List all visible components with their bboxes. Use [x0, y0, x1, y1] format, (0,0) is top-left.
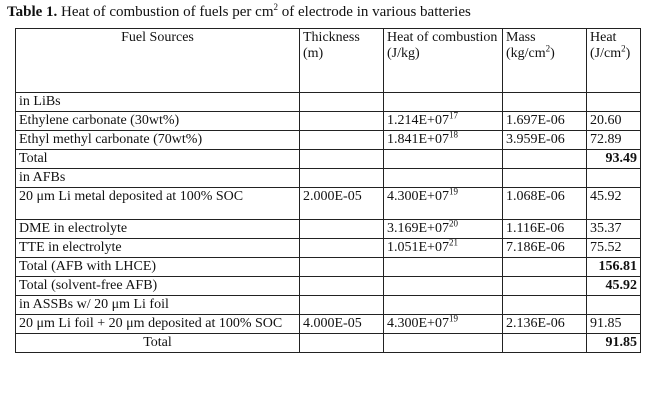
row-li-foil-heat-cell: [384, 315, 503, 334]
row-tte-heat: 1.051E+07: [387, 240, 449, 255]
row-li-metal-ref: 19: [448, 186, 458, 197]
row-tte-name: TTE in electrolyte: [16, 239, 300, 258]
header-thickness: Thickness (m): [300, 29, 384, 93]
row-emc-ref: 18: [448, 129, 458, 140]
row-tte-heat-cell: [384, 239, 503, 258]
row-li-foil-name: 20 μm Li foil + 20 μm deposited at 100% SOC: [16, 315, 300, 334]
header-fuel: Fuel Sources: [16, 29, 300, 93]
row-li-foil-ref: 19: [448, 313, 458, 324]
row-dme-value: 35.37: [587, 220, 641, 239]
header-heat2-sup: 2: [621, 43, 626, 54]
section-libs-row: [16, 93, 641, 112]
header-heat2: [587, 29, 641, 93]
row-afb-lhce-name: Total (AFB with LHCE): [16, 258, 300, 277]
row-emc-mass: 3.959E-06: [503, 131, 587, 150]
section-afbs: in AFBs: [16, 169, 300, 188]
row-ec-name: Ethylene carbonate (30wt%): [16, 112, 300, 131]
row-ec-value: 20.60: [587, 112, 641, 131]
caption-label: Table 1.: [7, 4, 58, 20]
header-heat: Heat of combustion (J/kg): [384, 29, 503, 93]
row-ec-heat-cell: [384, 112, 503, 131]
row-afb-free-name: Total (solvent-free AFB): [16, 277, 300, 296]
row-li-metal-value: 45.92: [587, 188, 641, 220]
section-libs: in LiBs: [16, 93, 300, 112]
row-emc-heat-cell: [384, 131, 503, 150]
table-row: [16, 150, 641, 169]
table-caption: [7, 3, 471, 21]
table-row: [16, 188, 641, 220]
section-assbs-row: [16, 296, 641, 315]
row-ec-ref: 17: [448, 110, 458, 121]
row-li-metal-heat: 4.300E+07: [387, 189, 449, 204]
table-row: [16, 315, 641, 334]
row-dme-name: DME in electrolyte: [16, 220, 300, 239]
row-li-metal-mass: 1.068E-06: [503, 188, 587, 220]
row-dme-heat-cell: [384, 220, 503, 239]
section-afbs-row: [16, 169, 641, 188]
row-emc-heat: 1.841E+07: [387, 132, 449, 147]
caption-sup: 2: [273, 2, 278, 12]
table-row: [16, 239, 641, 258]
row-ec-mass: 1.697E-06: [503, 112, 587, 131]
row-tte-mass: 7.186E-06: [503, 239, 587, 258]
row-afb-lhce-value: 156.81: [587, 258, 641, 277]
header-heat2-tail: ): [625, 46, 631, 61]
caption-tail: of electrode in various batteries: [281, 4, 471, 20]
row-assbs-total-value: 91.85: [587, 334, 641, 353]
row-ec-heat: 1.214E+07: [387, 113, 449, 128]
row-dme-ref: 20: [448, 218, 458, 229]
header-mass-tail: ): [550, 46, 555, 61]
table-row: [16, 112, 641, 131]
row-dme-mass: 1.116E-06: [503, 220, 587, 239]
caption-text: Heat of combustion of fuels per cm: [61, 4, 274, 20]
row-emc-value: 72.89: [587, 131, 641, 150]
row-li-foil-mass: 2.136E-06: [503, 315, 587, 334]
header-mass: [503, 29, 587, 93]
row-li-metal-thickness: 2.000E-05: [300, 188, 384, 220]
row-assbs-total-name: Total: [16, 334, 300, 353]
row-tte-value: 75.52: [587, 239, 641, 258]
row-li-foil-thickness: 4.000E-05: [300, 315, 384, 334]
table-row: [16, 277, 641, 296]
row-libs-total-value: 93.49: [587, 150, 641, 169]
row-li-metal-name: 20 μm Li metal deposited at 100% SOC: [16, 188, 300, 220]
row-li-foil-value: 91.85: [587, 315, 641, 334]
header-heat2-text: Heat (J/cm: [590, 30, 622, 61]
table-row: [16, 258, 641, 277]
row-emc-name: Ethyl methyl carbonate (70wt%): [16, 131, 300, 150]
row-li-metal-heat-cell: [384, 188, 503, 220]
row-afb-free-value: 45.92: [587, 277, 641, 296]
row-tte-ref: 21: [448, 237, 458, 248]
table-row: [16, 131, 641, 150]
table-row: [16, 334, 641, 353]
row-dme-heat: 3.169E+07: [387, 221, 449, 236]
table-row: [16, 220, 641, 239]
header-row: [16, 29, 641, 93]
header-mass-text: Mass (kg/cm: [506, 30, 546, 61]
header-mass-sup: 2: [545, 43, 551, 54]
section-assbs: in ASSBs w/ 20 μm Li foil: [16, 296, 300, 315]
combustion-table: [15, 28, 641, 353]
row-li-foil-heat: 4.300E+07: [387, 316, 449, 331]
row-libs-total-name: Total: [16, 150, 300, 169]
